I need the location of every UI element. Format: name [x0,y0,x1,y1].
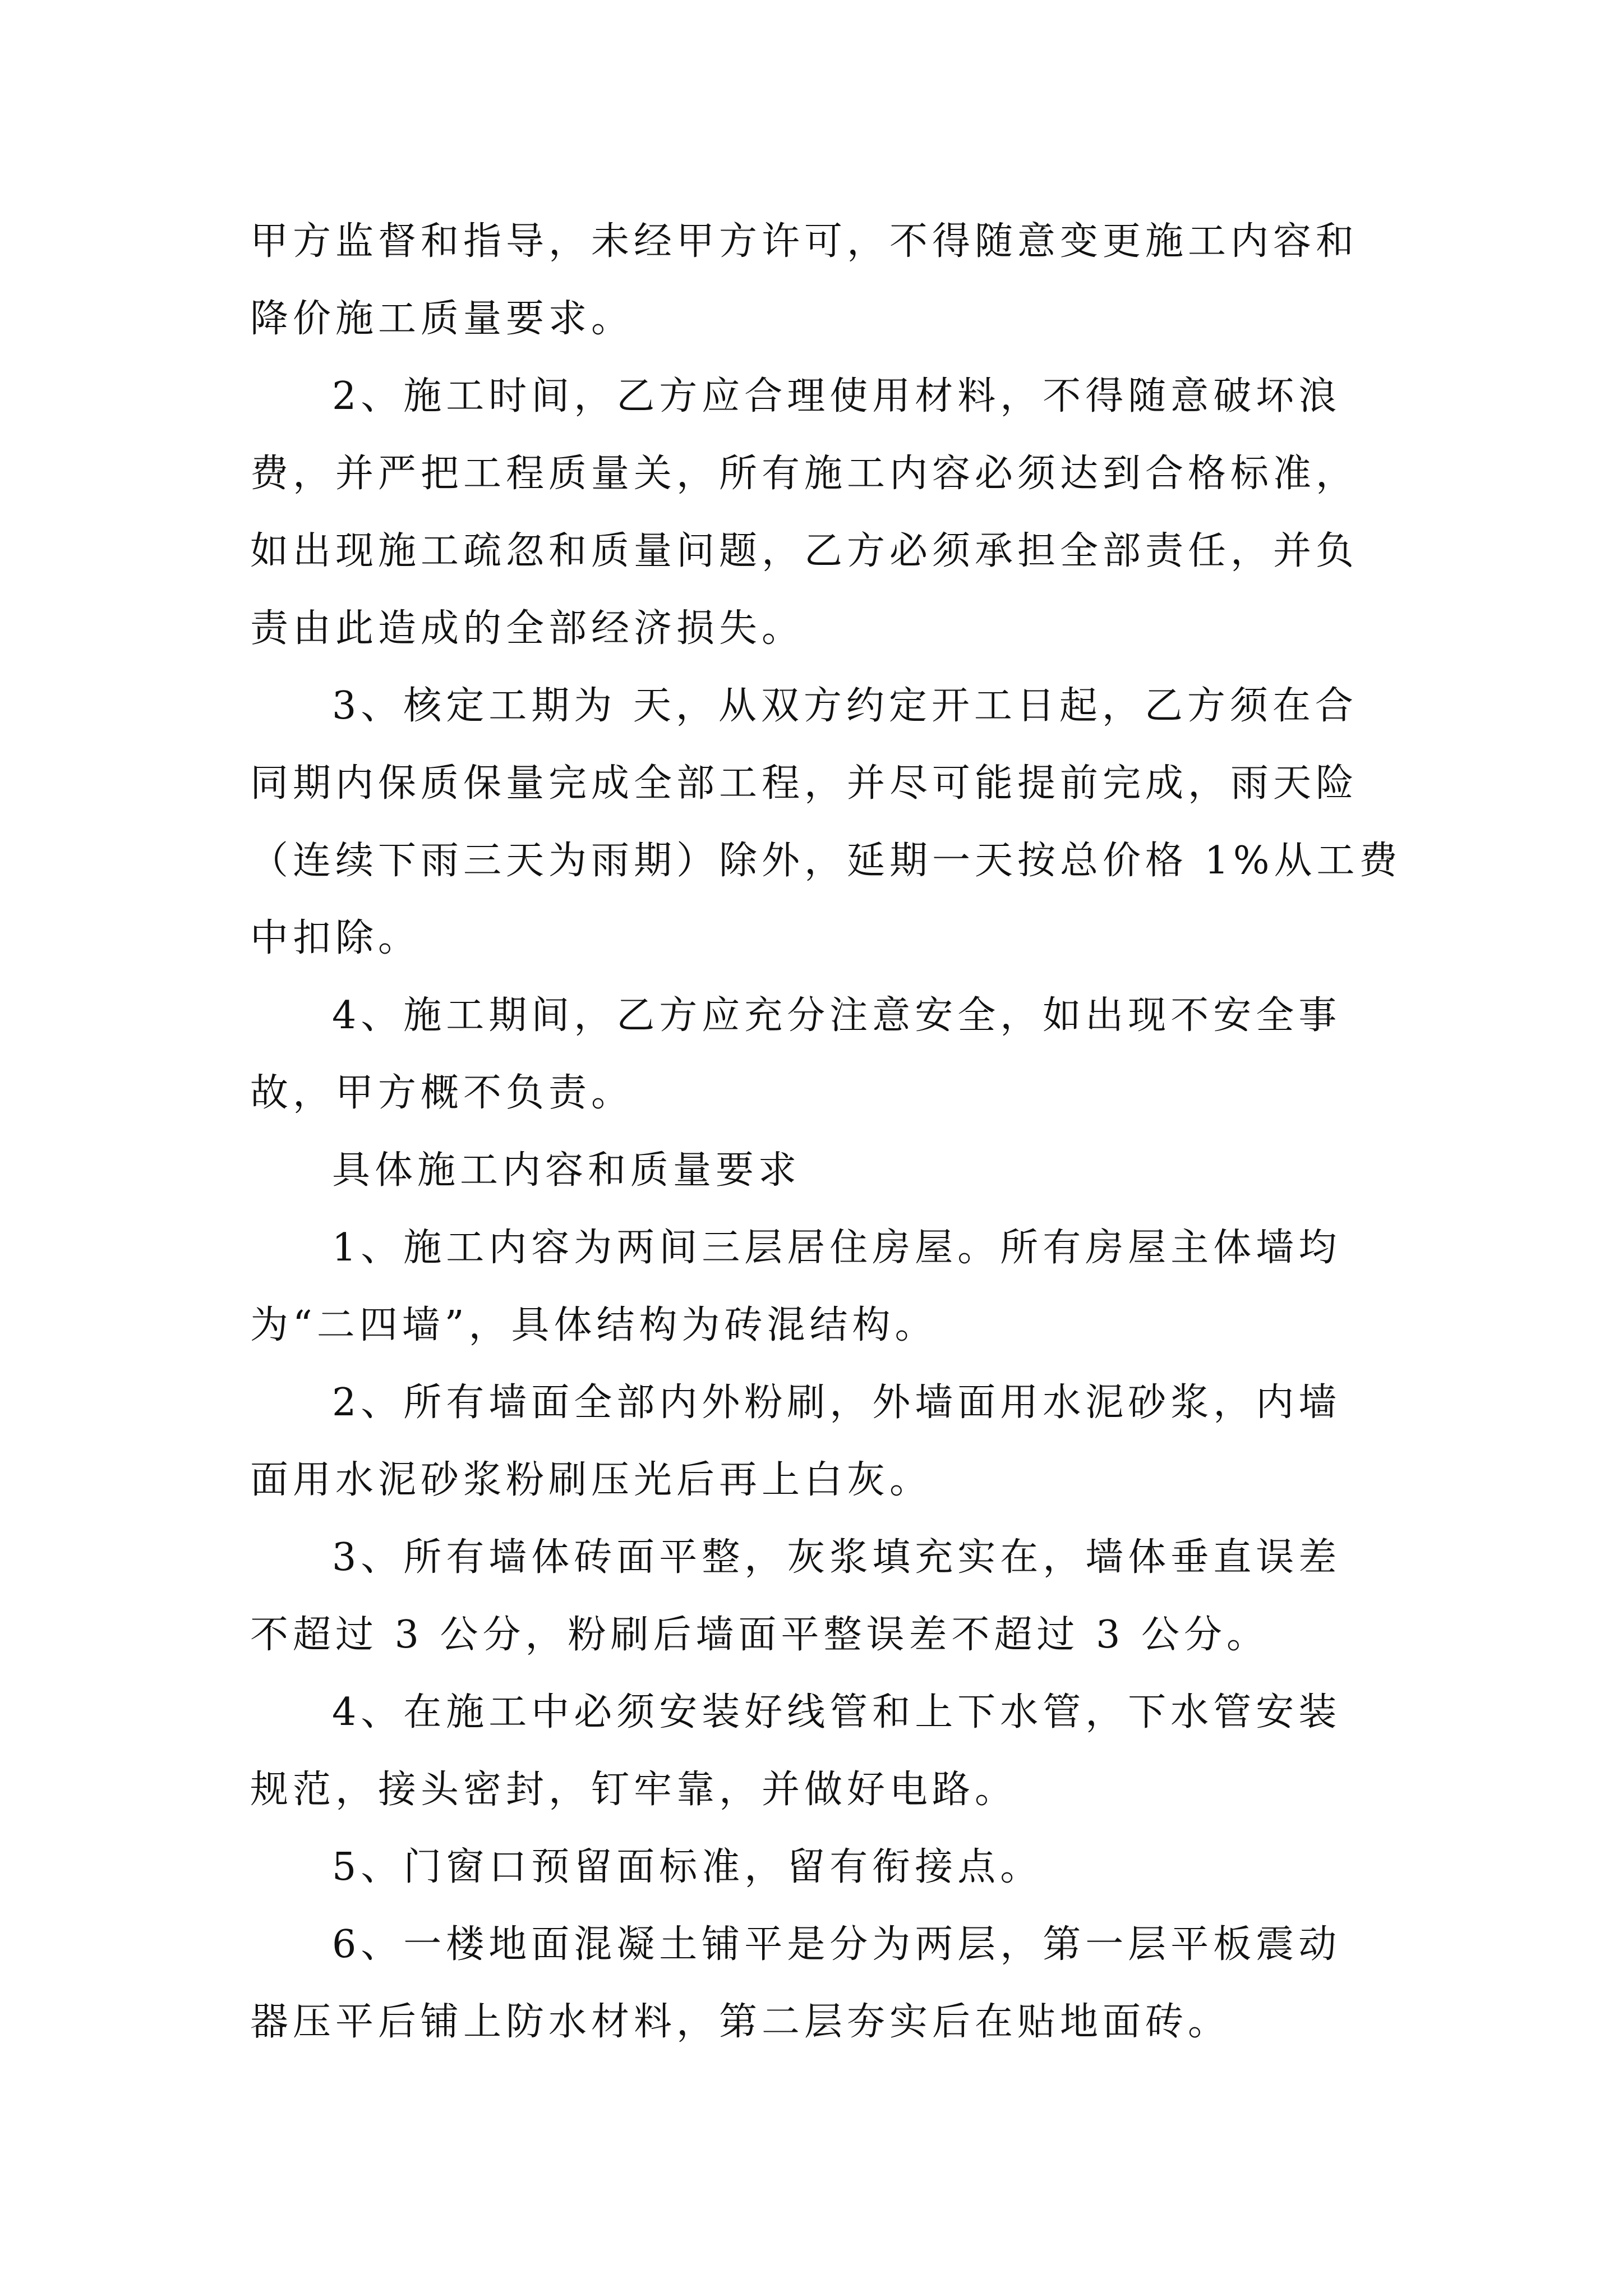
text-line: 甲方监督和指导，未经甲方许可，不得随意变更施工内容和 [250,219,1359,264]
text-line: 不超过 3 公分，粉刷后墙面平整误差不超过 3 公分。 [250,1613,1269,1657]
text-line: 4、施工期间，乙方应充分注意安全，如出现不安全事 [332,993,1341,1038]
text-line: 2、所有墙面全部内外粉刷，外墙面用水泥砂浆，内墙 [332,1381,1341,1425]
text-line: 责由此造成的全部经济损失。 [250,606,805,651]
text-line: 6、一楼地面混凝土铺平是分为两层，第一层平板震动 [332,1922,1341,1967]
contract-text [250,203,1402,2061]
text-line: 4、在施工中必须安装好线管和上下水管，下水管安装 [332,1690,1341,1734]
text-line: 规范，接头密封，钉牢靠，并做好电路。 [250,1768,1018,1812]
text-line: 为“二四墙”，具体结构为砖混结构。 [250,1303,938,1347]
text-line: 中扣除。 [250,916,421,960]
text-line: 面用水泥砂浆粉刷压光后再上白灰。 [250,1458,933,1502]
text-line: 故，甲方概不负责。 [250,1071,634,1115]
text-line: 5、门窗口预留面标准，留有衔接点。 [332,1845,1043,1889]
text-line: 同期内保质保量完成全部工程，并尽可能提前完成，雨天险 [250,761,1359,806]
text-line: 3、核定工期为 天，从双方约定开工日起，乙方须在合 [332,684,1358,728]
text-line: 费，并严把工程质量关，所有施工内容必须达到合格标准， [250,452,1359,496]
text-line: 1、施工内容为两间三层居住房屋。所有房屋主体墙均 [332,1226,1341,1270]
text-line: （连续下雨三天为雨期）除外，延期一天按总价格 1%从工费 [250,839,1402,883]
text-line: 降价施工质量要求。 [250,297,634,341]
section-heading: 具体施工内容和质量要求 [332,1148,801,1193]
text-line: 3、所有墙体砖面平整，灰浆填充实在，墙体垂直误差 [332,1535,1341,1580]
text-line: 如出现施工疏忽和质量问题，乙方必须承担全部责任，并负 [250,529,1359,573]
text-line: 2、施工时间，乙方应合理使用材料，不得随意破坏浪 [332,374,1341,418]
text-line: 器压平后铺上防水材料，第二层夯实后在贴地面砖。 [250,2000,1231,2044]
